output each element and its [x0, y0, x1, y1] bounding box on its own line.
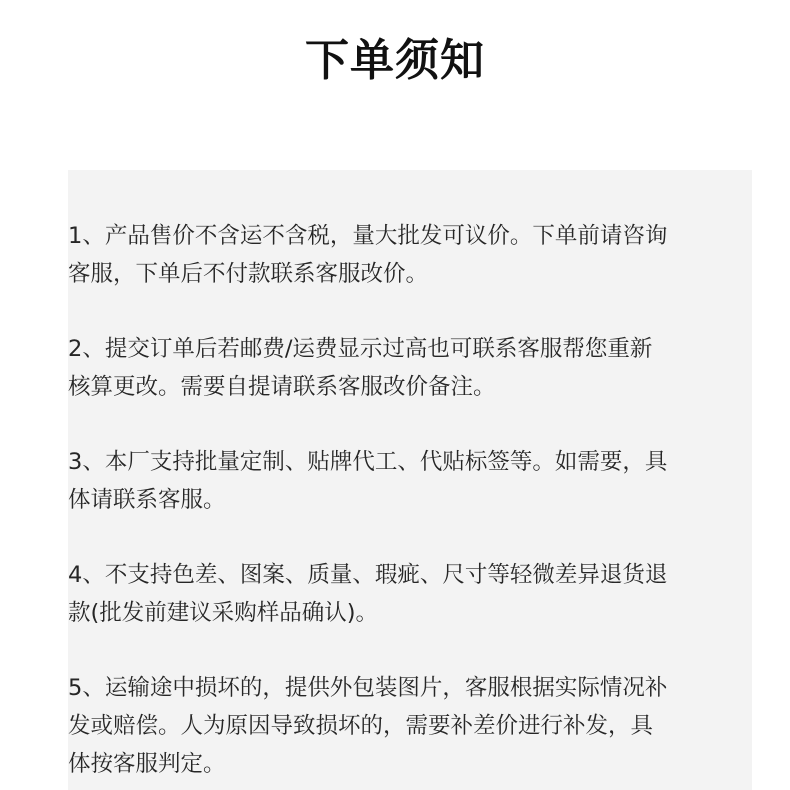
notice-line: 体请联系客服。	[68, 487, 226, 513]
notice-item-4	[68, 556, 752, 632]
notice-line: 款(批发前建议采购样品确认)。	[68, 600, 379, 626]
notice-item-3	[68, 443, 752, 519]
notice-item-2	[68, 330, 752, 406]
notice-item-5	[68, 669, 752, 783]
page-title: 下单须知	[305, 35, 485, 86]
notice-line: 5、运输途中损坏的，提供外包装图片，客服根据实际情况补	[68, 675, 668, 701]
notice-line: 4、不支持色差、图案、质量、瑕疵、尺寸等轻微差异退货退	[68, 562, 668, 588]
notice-line: 2、提交订单后若邮费/运费显示过高也可联系客服帮您重新	[68, 336, 653, 362]
notice-list	[68, 217, 752, 783]
notice-line: 发或赔偿。人为原因导致损坏的，需要补差价进行补发，具	[68, 713, 654, 739]
notice-line: 1、产品售价不含运不含税，量大批发可议价。下单前请咨询	[68, 223, 668, 249]
notice-panel	[68, 170, 752, 790]
notice-line: 客服，下单后不付款联系客服改价。	[68, 261, 429, 287]
notice-line: 体按客服判定。	[68, 751, 226, 777]
notice-item-1	[68, 217, 752, 293]
notice-line: 核算更改。需要自提请联系客服改价备注。	[68, 374, 496, 400]
notice-line: 3、本厂支持批量定制、贴牌代工、代贴标签等。如需要，具	[68, 449, 668, 475]
